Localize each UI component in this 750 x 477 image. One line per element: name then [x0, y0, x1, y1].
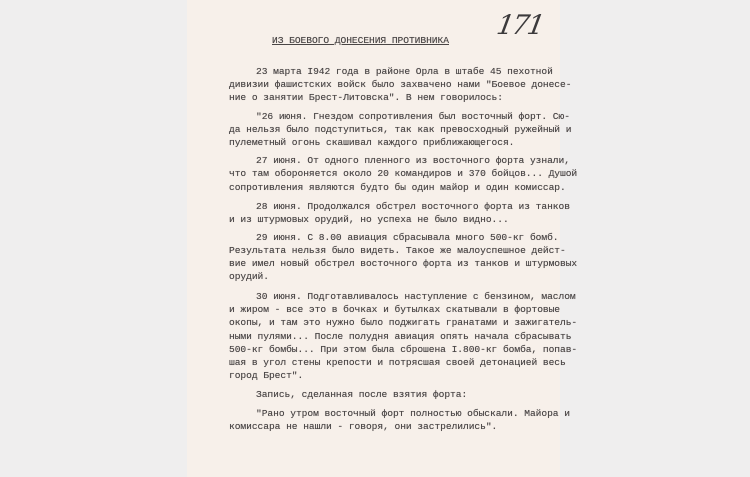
text-line: комиссара не нашли - говоря, они застрелились".: [229, 421, 498, 432]
text-line: вие имел новый обстрел восточного форта из танков и штурмовых: [229, 258, 578, 269]
text-line: 28 июня. Продолжался обстрел восточного форта из танков: [256, 201, 570, 212]
text-line: "Рано утром восточный форт полностью обыскали. Майора и: [256, 408, 570, 419]
text-line: и жиром - все это в бочках и бутылках скатывали в фортовые: [229, 304, 561, 315]
text-line: да нельзя было подступиться, так как превосходный ружейный и: [229, 124, 572, 135]
text-line: 500-кг бомбы... При этом была сброшена I.800-кг бомба, попав-: [229, 344, 578, 355]
text-line: ными пулями... После полудня авиация опять начала сбрасывать: [229, 331, 572, 342]
text-line: дивизии фашистских войск было захвачено нами "Боевое донесе-: [229, 79, 572, 90]
handwritten-page-number: 171: [494, 10, 546, 41]
text-line: орудий.: [229, 271, 269, 282]
text-line: Результата нельзя было видеть. Такое же малоуспешное дейст-: [229, 245, 566, 256]
text-line: "26 июня. Гнездом сопротивления был восточный форт. Сю-: [256, 111, 570, 122]
text-line: город Брест".: [229, 370, 304, 381]
text-line: шая в угол стены крепости и потрясшая своей детонацией весь: [229, 357, 566, 368]
text-line: пулеметный огонь скашивал каждого приближающегося.: [229, 137, 515, 148]
text-line: Запись, сделанная после взятия форта:: [256, 389, 468, 400]
text-line: что там обороняется около 20 командиров и 370 бойцов... Душой: [229, 168, 578, 179]
text-line: окопы, и там это нужно было поджигать гранатами и зажигатель-: [229, 317, 578, 328]
text-line: и из штурмовых орудий, но успеха не было видно...: [229, 214, 509, 225]
text-line: ние о занятии Брест-Литовска". В нем говорилось:: [229, 92, 503, 103]
text-line: 27 июня. От одного пленного из восточного форта узнали,: [256, 155, 570, 166]
text-line: сопротивления являются будто бы один майор и один комиссар.: [229, 182, 566, 193]
text-line: 23 марта I942 года в районе Орла в штабе 45 пехотной: [256, 66, 553, 77]
document-title: ИЗ БОЕВОГО ДОНЕСЕНИЯ ПРОТИВНИКА: [272, 35, 449, 46]
text-line: 29 июня. С 8.00 авиация сбрасывала много 500-кг бомб.: [256, 232, 559, 243]
text-line: 30 июня. Подготавливалось наступление с бензином, маслом: [256, 291, 576, 302]
